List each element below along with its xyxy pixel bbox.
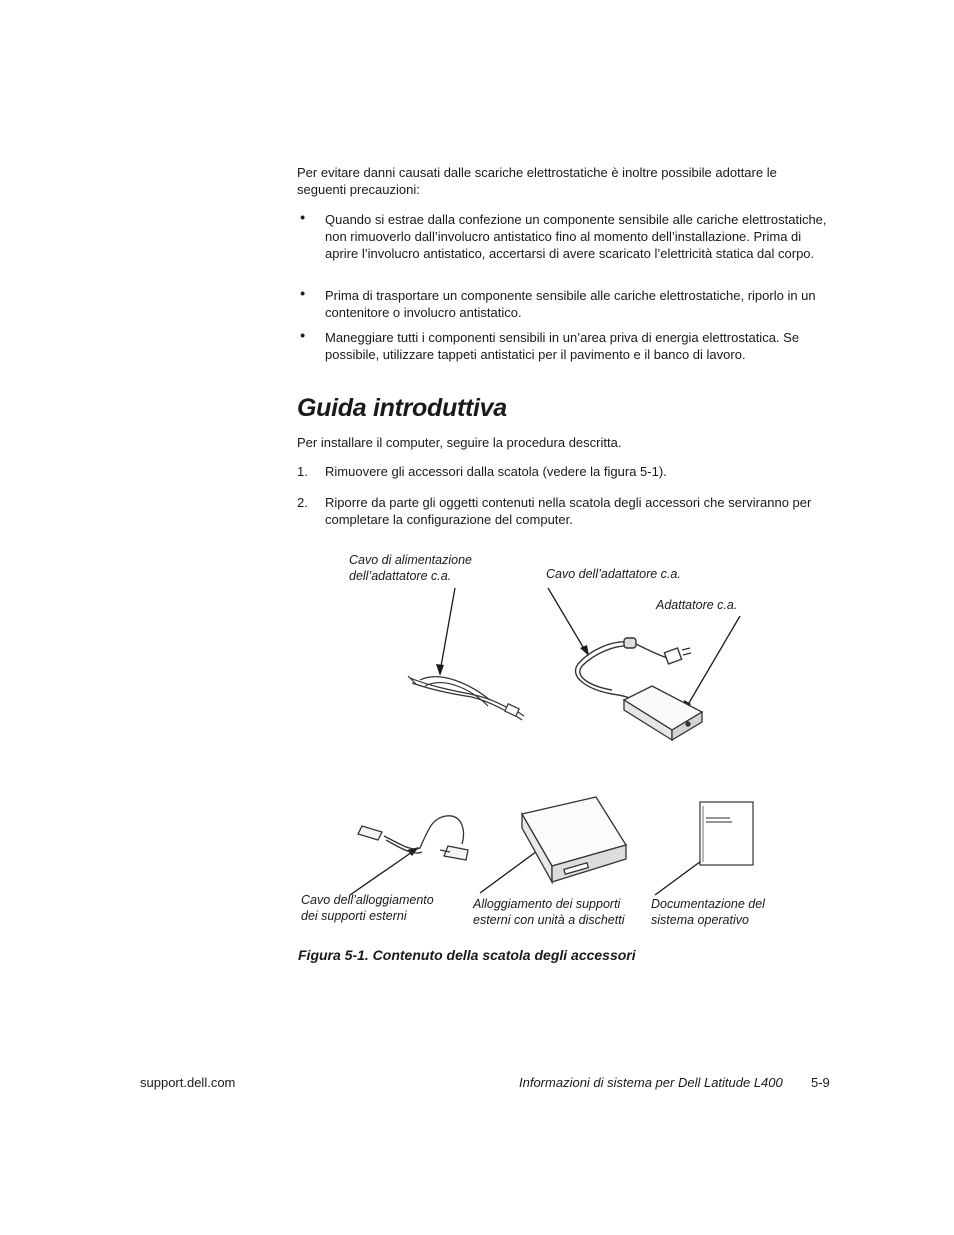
adapter-cable-drawing (576, 638, 691, 700)
step-2-text: Riporre da parte gli oggetti contenuti nella scatola degli accessori che serviranno per completare la configurazione del computer. (325, 495, 812, 527)
pointer-adapter-cable (548, 588, 586, 652)
pointer-bay-cable (350, 850, 415, 895)
intro-paragraph: Per evitare danni causati dalle scariche elettrostatiche è inoltre possibile adottare le seguenti precauzioni: (297, 165, 777, 197)
adapter-drawing (624, 686, 702, 740)
media-bay-drawing (522, 797, 626, 882)
bullet-3: • (300, 327, 305, 343)
label-os-docs: Documentazione del sistema operativo (651, 897, 765, 927)
power-cable-drawing (408, 676, 524, 720)
label-media-bay: Alloggiamento dei supporti esterni con unità a dischetti (473, 897, 625, 927)
precaution-3: Maneggiare tutti i componenti sensibili in un’area priva di energia elettrostatica. Se possibile, utilizzare tappeti antistatici per il pavimento e il banco di lavoro. (325, 330, 800, 362)
bullet-1: • (300, 209, 305, 225)
step-1-text: Rimuovere gli accessori dalla scatola (vedere la figura 5-1). (325, 464, 667, 479)
precaution-2: Prima di trasportare un componente sensibile alle cariche elettrostatiche, riporlo in un contenitore o involucro antistatico. (325, 288, 816, 320)
section-title: Guida introduttiva (297, 394, 507, 422)
figure-caption: Figura 5-1. Contenuto della scatola degli accessori (298, 947, 636, 963)
pointer-power-cable (440, 588, 455, 672)
bullet-2: • (300, 285, 305, 301)
footer-site: support.dell.com (140, 1075, 236, 1090)
section-intro: Per installare il computer, seguire la procedura descritta. (297, 435, 622, 450)
step-1-number: 1. (297, 464, 308, 479)
footer-title: Informazioni di sistema per Dell Latitude L400 (519, 1075, 783, 1090)
label-power-cable: Cavo di alimentazione dell’adattatore c.a. (349, 553, 472, 583)
step-2-number: 2. (297, 495, 308, 510)
pointer-adapter (686, 616, 740, 708)
os-docs-drawing (700, 802, 753, 865)
precaution-1: Quando si estrae dalla confezione un componente sensibile alle cariche elettrostatiche, non rimuoverlo dall’involucro antistatico fino al momento dell’installazione. Prima di aprire l’involucro antistatico, accertarsi di avere scaricato l’elettricità statica dal corpo. (325, 212, 827, 261)
footer-page-number: 5-9 (811, 1075, 830, 1090)
label-bay-cable: Cavo dell’alloggiamento dei supporti esterni (301, 893, 434, 923)
label-adapter-cable: Cavo dell’adattatore c.a. (546, 567, 681, 581)
label-adapter: Adattatore c.a. (656, 598, 738, 612)
